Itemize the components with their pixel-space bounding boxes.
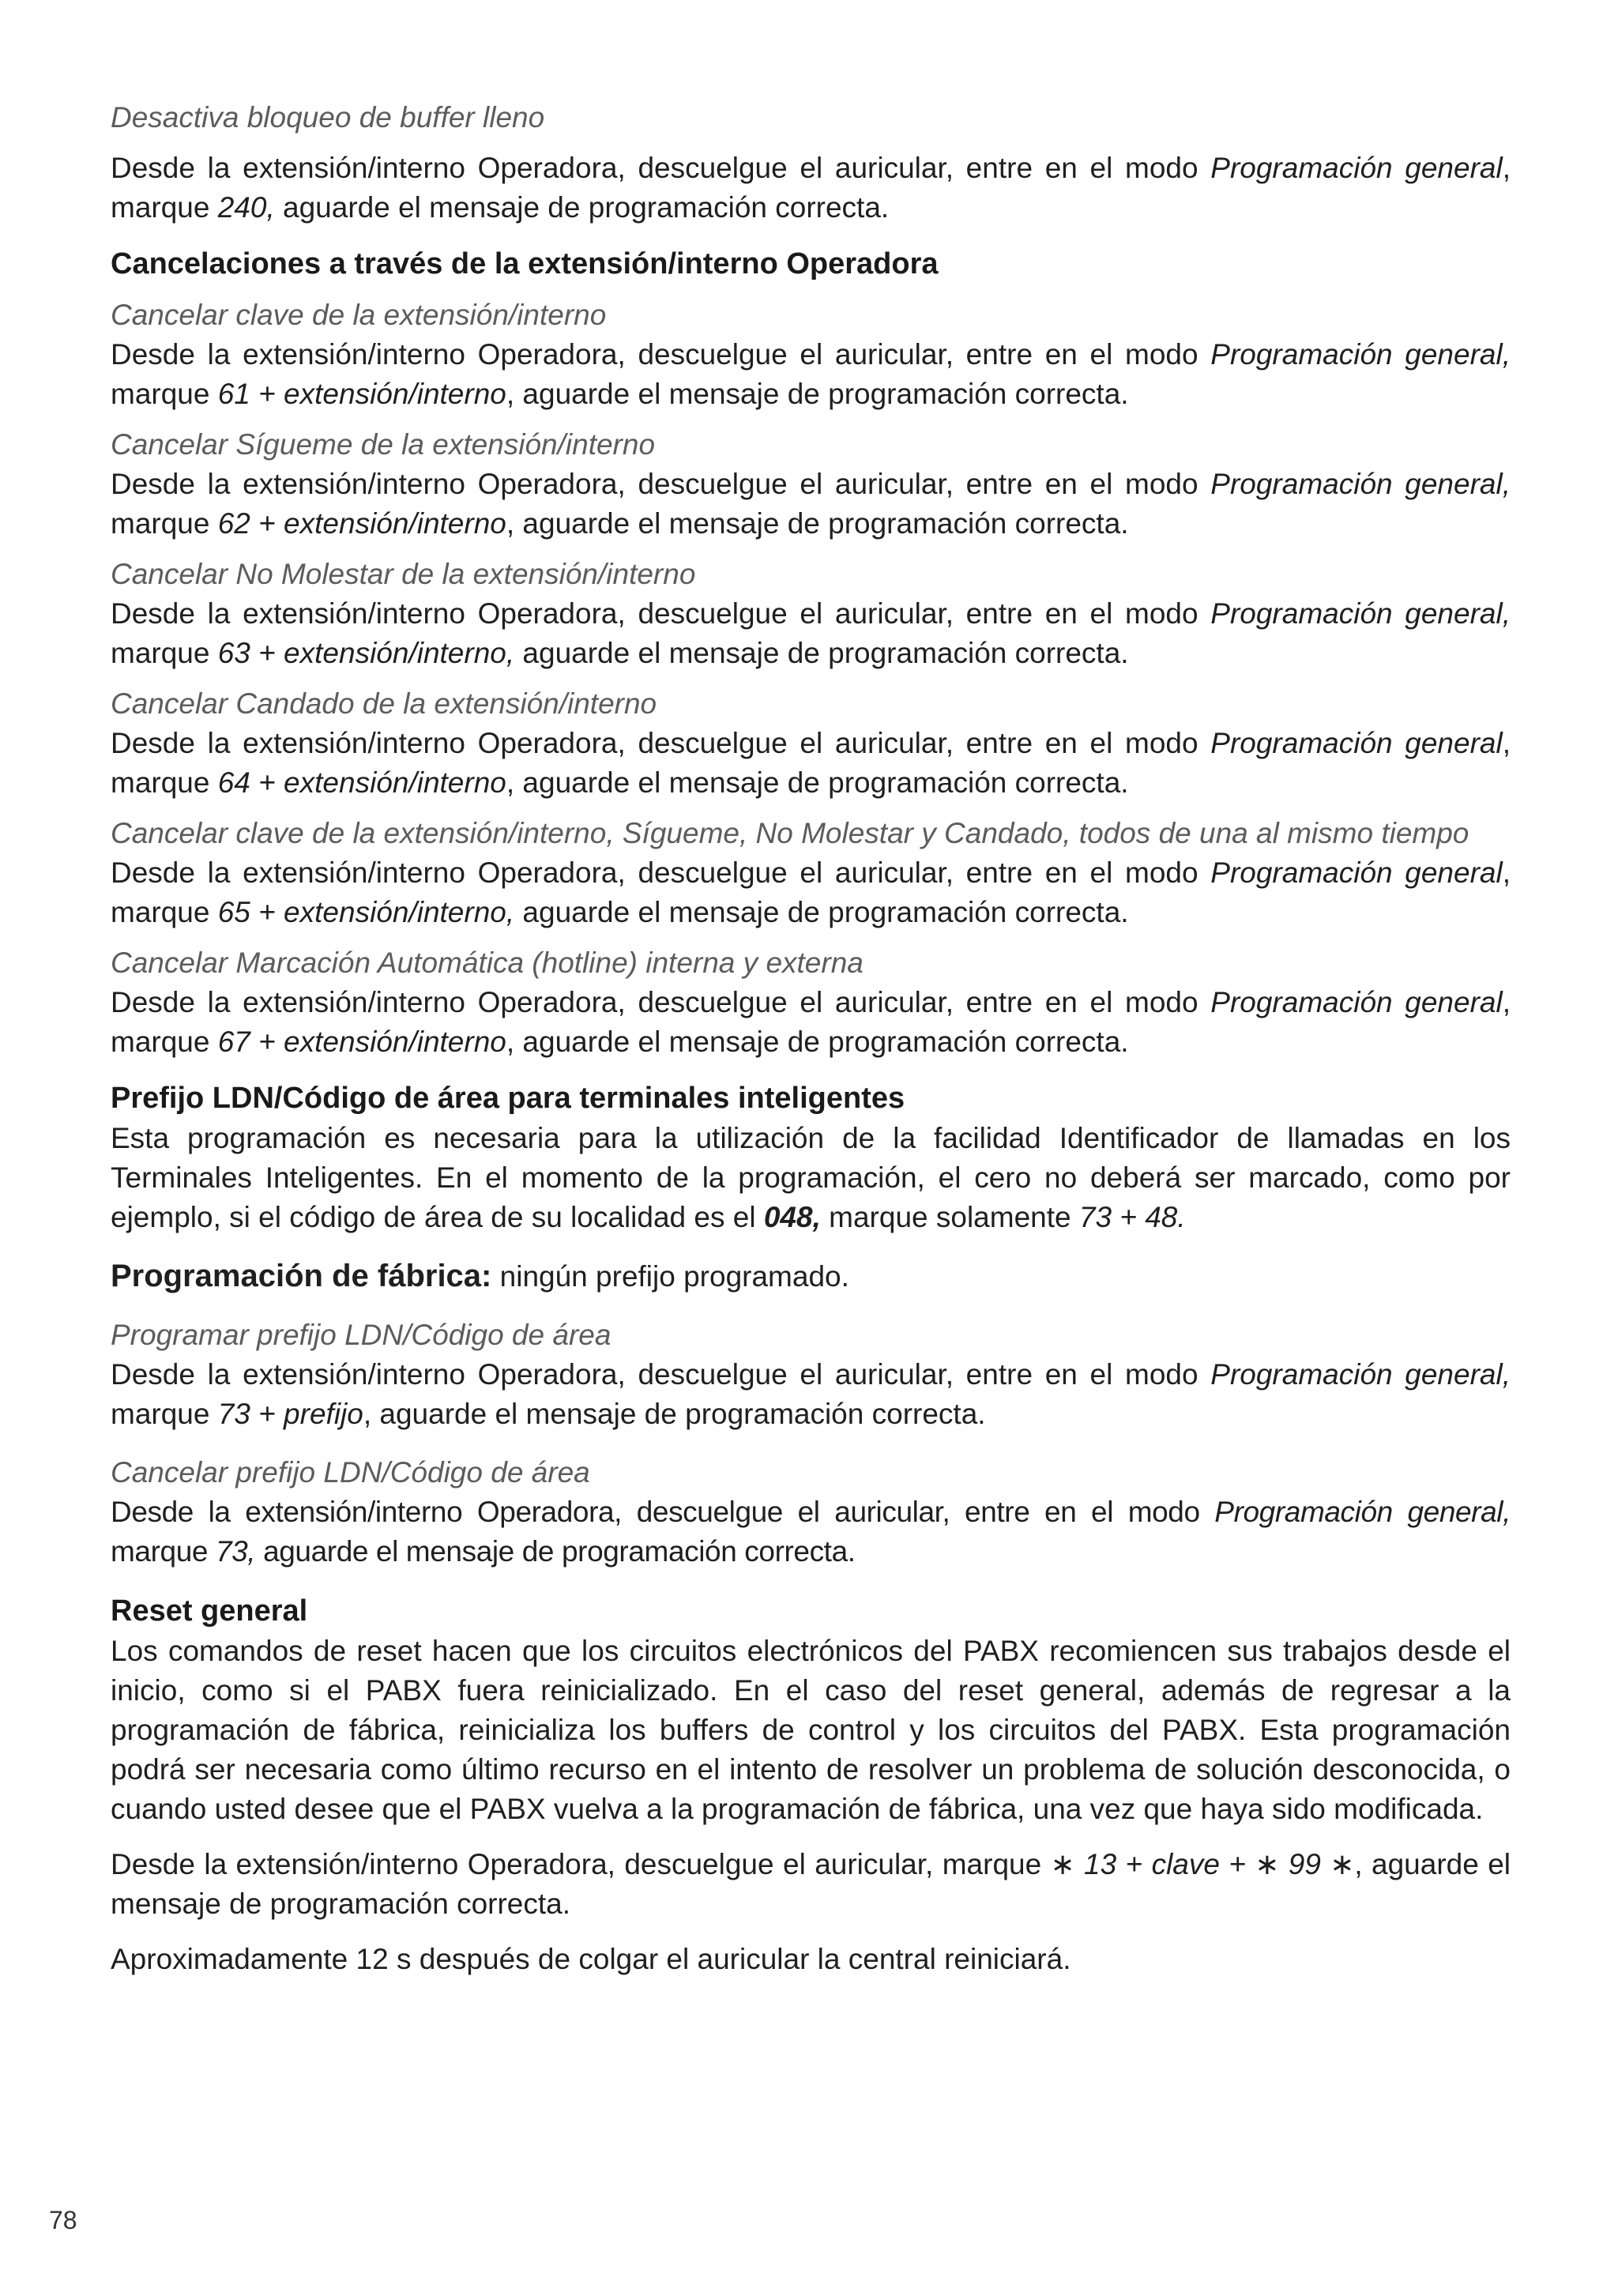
text: Esta programación es necesaria para la utilización de la facilidad Identificador de llamadas en los Terminales Inteligentes. En el momento de la programación, el cero no deberá ser marcado, como por ejemplo, si el código de área de su localidad es el [111, 1122, 1511, 1233]
text: aguarde el mensaje de programación correcta. [514, 507, 1129, 540]
text: , aguarde el mensaje de programación correcta. [363, 1398, 986, 1430]
cancel-item [111, 943, 1511, 1062]
cancel-item [111, 814, 1511, 932]
text: , aguarde el mensaje de programación correcta. [111, 1848, 1511, 1920]
mode-name: Programación general [1210, 986, 1503, 1018]
text: Desde la extensión/interno Operadora, descuelgue el auricular, entre en el modo [111, 338, 1211, 371]
mode-name: Programación general [1210, 338, 1503, 371]
dial-code: 67 + extensión/interno [217, 1026, 506, 1058]
dial-code: 65 + extensión/interno, [217, 896, 515, 928]
subtitle-programar-prefijo: Programar prefijo LDN/Código de área [111, 1319, 611, 1351]
document-page [111, 98, 1511, 1979]
separator: , [1502, 986, 1511, 1018]
mode-name: Programación general [1210, 856, 1503, 889]
separator: , [1502, 597, 1511, 630]
dial-code: 64 + extensión/interno [217, 766, 506, 799]
text: marque [111, 637, 218, 669]
page-number: 78 [49, 2206, 77, 2234]
text: Desde la extensión/interno Operadora, descuelgue el auricular, marque [111, 1848, 1051, 1880]
cancel-item-text [111, 594, 1511, 673]
text: marque [111, 378, 218, 410]
factory-setting-label: Programación de fábrica: [111, 1259, 492, 1293]
cancel-item-title: Cancelar Marcación Automática (hotline) interna y externa [111, 947, 864, 979]
mode-name: Programación general [1210, 597, 1503, 630]
text: marque [111, 896, 218, 928]
area-code: 048, [763, 1201, 821, 1233]
cancel-item-title: Cancelar No Molestar de la extensión/interno [111, 558, 696, 590]
dial-code: 62 + extensión/interno [217, 507, 506, 540]
mode-name: Programación general [1210, 468, 1503, 500]
paragraph-programar-prefijo [111, 1355, 1511, 1434]
factory-setting [111, 1256, 1511, 1297]
separator: , [506, 766, 515, 799]
cancel-item-text [111, 983, 1511, 1062]
text: Desde la extensión/interno Operadora, descuelgue el auricular, entre en el modo [111, 1496, 1215, 1528]
subtitle-buffer: Desactiva bloqueo de buffer lleno [111, 101, 545, 134]
text: marque [111, 1398, 218, 1430]
text: aguarde el mensaje de programación correcta. [255, 1535, 856, 1568]
separator: , [1502, 338, 1511, 371]
heading-prefijo-ldn: Prefijo LDN/Código de área para terminales inteligentes [111, 1082, 905, 1115]
separator: , [1502, 856, 1511, 889]
text: Desde la extensión/interno Operadora, descuelgue el auricular, entre en el modo [111, 468, 1211, 500]
mode-name: Programación general [1210, 152, 1503, 184]
separator: , [506, 378, 515, 410]
text: aguarde el mensaje de programación correcta. [514, 896, 1129, 928]
paragraph-ldn-intro [111, 1119, 1511, 1237]
dial-code: ∗ 13 + clave + ∗ 99 ∗ [1050, 1848, 1355, 1880]
separator: , [506, 507, 515, 540]
text: , marque [111, 152, 1511, 224]
cancel-item-title: Cancelar Candado de la extensión/interno [111, 687, 657, 720]
dial-code: 73, [215, 1535, 256, 1568]
paragraph-reset-intro: Los comandos de reset hacen que los circuitos electrónicos del PABX recomiencen sus trabajos desde el inicio, como si el PABX fuera reinicializado. En el caso del reset general, además de regresar a la programación de fábrica, reinicializa los buffers de control y los circuitos del PABX. Esta programación podrá ser necesaria como último recurso en el intento de resolver un problema de solución desconocida, o cuando usted desee que el PABX vuelva a la programación de fábrica, una vez que haya sido modificada. [111, 1635, 1511, 1825]
separator: , [1502, 468, 1511, 500]
paragraph-reset-note: Aproximadamente 12 s después de colgar el auricular la central reiniciará. [111, 1943, 1071, 1975]
factory-setting-value: ningún prefijo programado. [491, 1260, 849, 1293]
mode-name: Programación general, [1210, 1358, 1511, 1391]
text: marque [111, 1535, 216, 1568]
separator: , [1502, 727, 1511, 759]
separator: , [506, 1026, 515, 1058]
text: Desde la extensión/interno Operadora, descuelgue el auricular, entre en el modo [111, 1358, 1211, 1391]
text: marque [111, 507, 218, 540]
text: Desde la extensión/interno Operadora, descuelgue el auricular, entre en el modo [111, 727, 1211, 759]
text: marque solamente [820, 1201, 1079, 1233]
dial-code: 73 + prefijo [217, 1398, 363, 1430]
text: aguarde el mensaje de programación correcta. [514, 637, 1129, 669]
text: aguarde el mensaje de programación correcta. [514, 378, 1129, 410]
cancel-item [111, 684, 1511, 803]
text: aguarde el mensaje de programación correcta. [514, 1026, 1129, 1058]
mode-name: Programación general, [1214, 1496, 1511, 1528]
subtitle-cancelar-prefijo: Cancelar prefijo LDN/Código de área [111, 1456, 590, 1489]
text: Desde la extensión/interno Operadora, descuelgue el auricular, entre en el modo [111, 152, 1211, 184]
text: Desde la extensión/interno Operadora, descuelgue el auricular, entre en el modo [111, 986, 1211, 1018]
dial-code: 240, [217, 191, 275, 224]
cancel-item-text [111, 465, 1511, 544]
paragraph-reset-procedure [111, 1845, 1511, 1924]
text: marque [111, 766, 218, 799]
heading-reset-general: Reset general [111, 1594, 308, 1628]
heading-cancelaciones: Cancelaciones a través de la extensión/interno Operadora [111, 247, 939, 280]
mode-name: Programación general [1210, 727, 1503, 759]
cancel-list [111, 295, 1511, 1062]
dial-code: 61 + extensión/interno [217, 378, 506, 410]
cancel-item [111, 425, 1511, 544]
cancel-item-text [111, 335, 1511, 414]
cancel-item-title: Cancelar Sígueme de la extensión/interno [111, 428, 656, 461]
cancel-item [111, 295, 1511, 414]
text: Desde la extensión/interno Operadora, descuelgue el auricular, entre en el modo [111, 597, 1211, 630]
text: Desde la extensión/interno Operadora, descuelgue el auricular, entre en el modo [111, 856, 1211, 889]
cancel-item-title: Cancelar clave de la extensión/interno, Sígueme, No Molestar y Candado, todos de una al mismo tiempo [111, 817, 1469, 849]
text: aguarde el mensaje de programación correcta. [514, 766, 1129, 799]
cancel-item-text [111, 853, 1511, 932]
cancel-item-title: Cancelar clave de la extensión/interno [111, 299, 607, 331]
dial-code: 63 + extensión/interno, [217, 637, 515, 669]
dial-code: 73 + 48. [1078, 1201, 1186, 1233]
text: aguarde el mensaje de programación correcta. [274, 191, 890, 224]
paragraph-cancelar-prefijo [111, 1492, 1511, 1571]
cancel-item [111, 555, 1511, 673]
paragraph-buffer [111, 149, 1511, 228]
cancel-item-text [111, 724, 1511, 803]
text: marque [111, 1026, 218, 1058]
